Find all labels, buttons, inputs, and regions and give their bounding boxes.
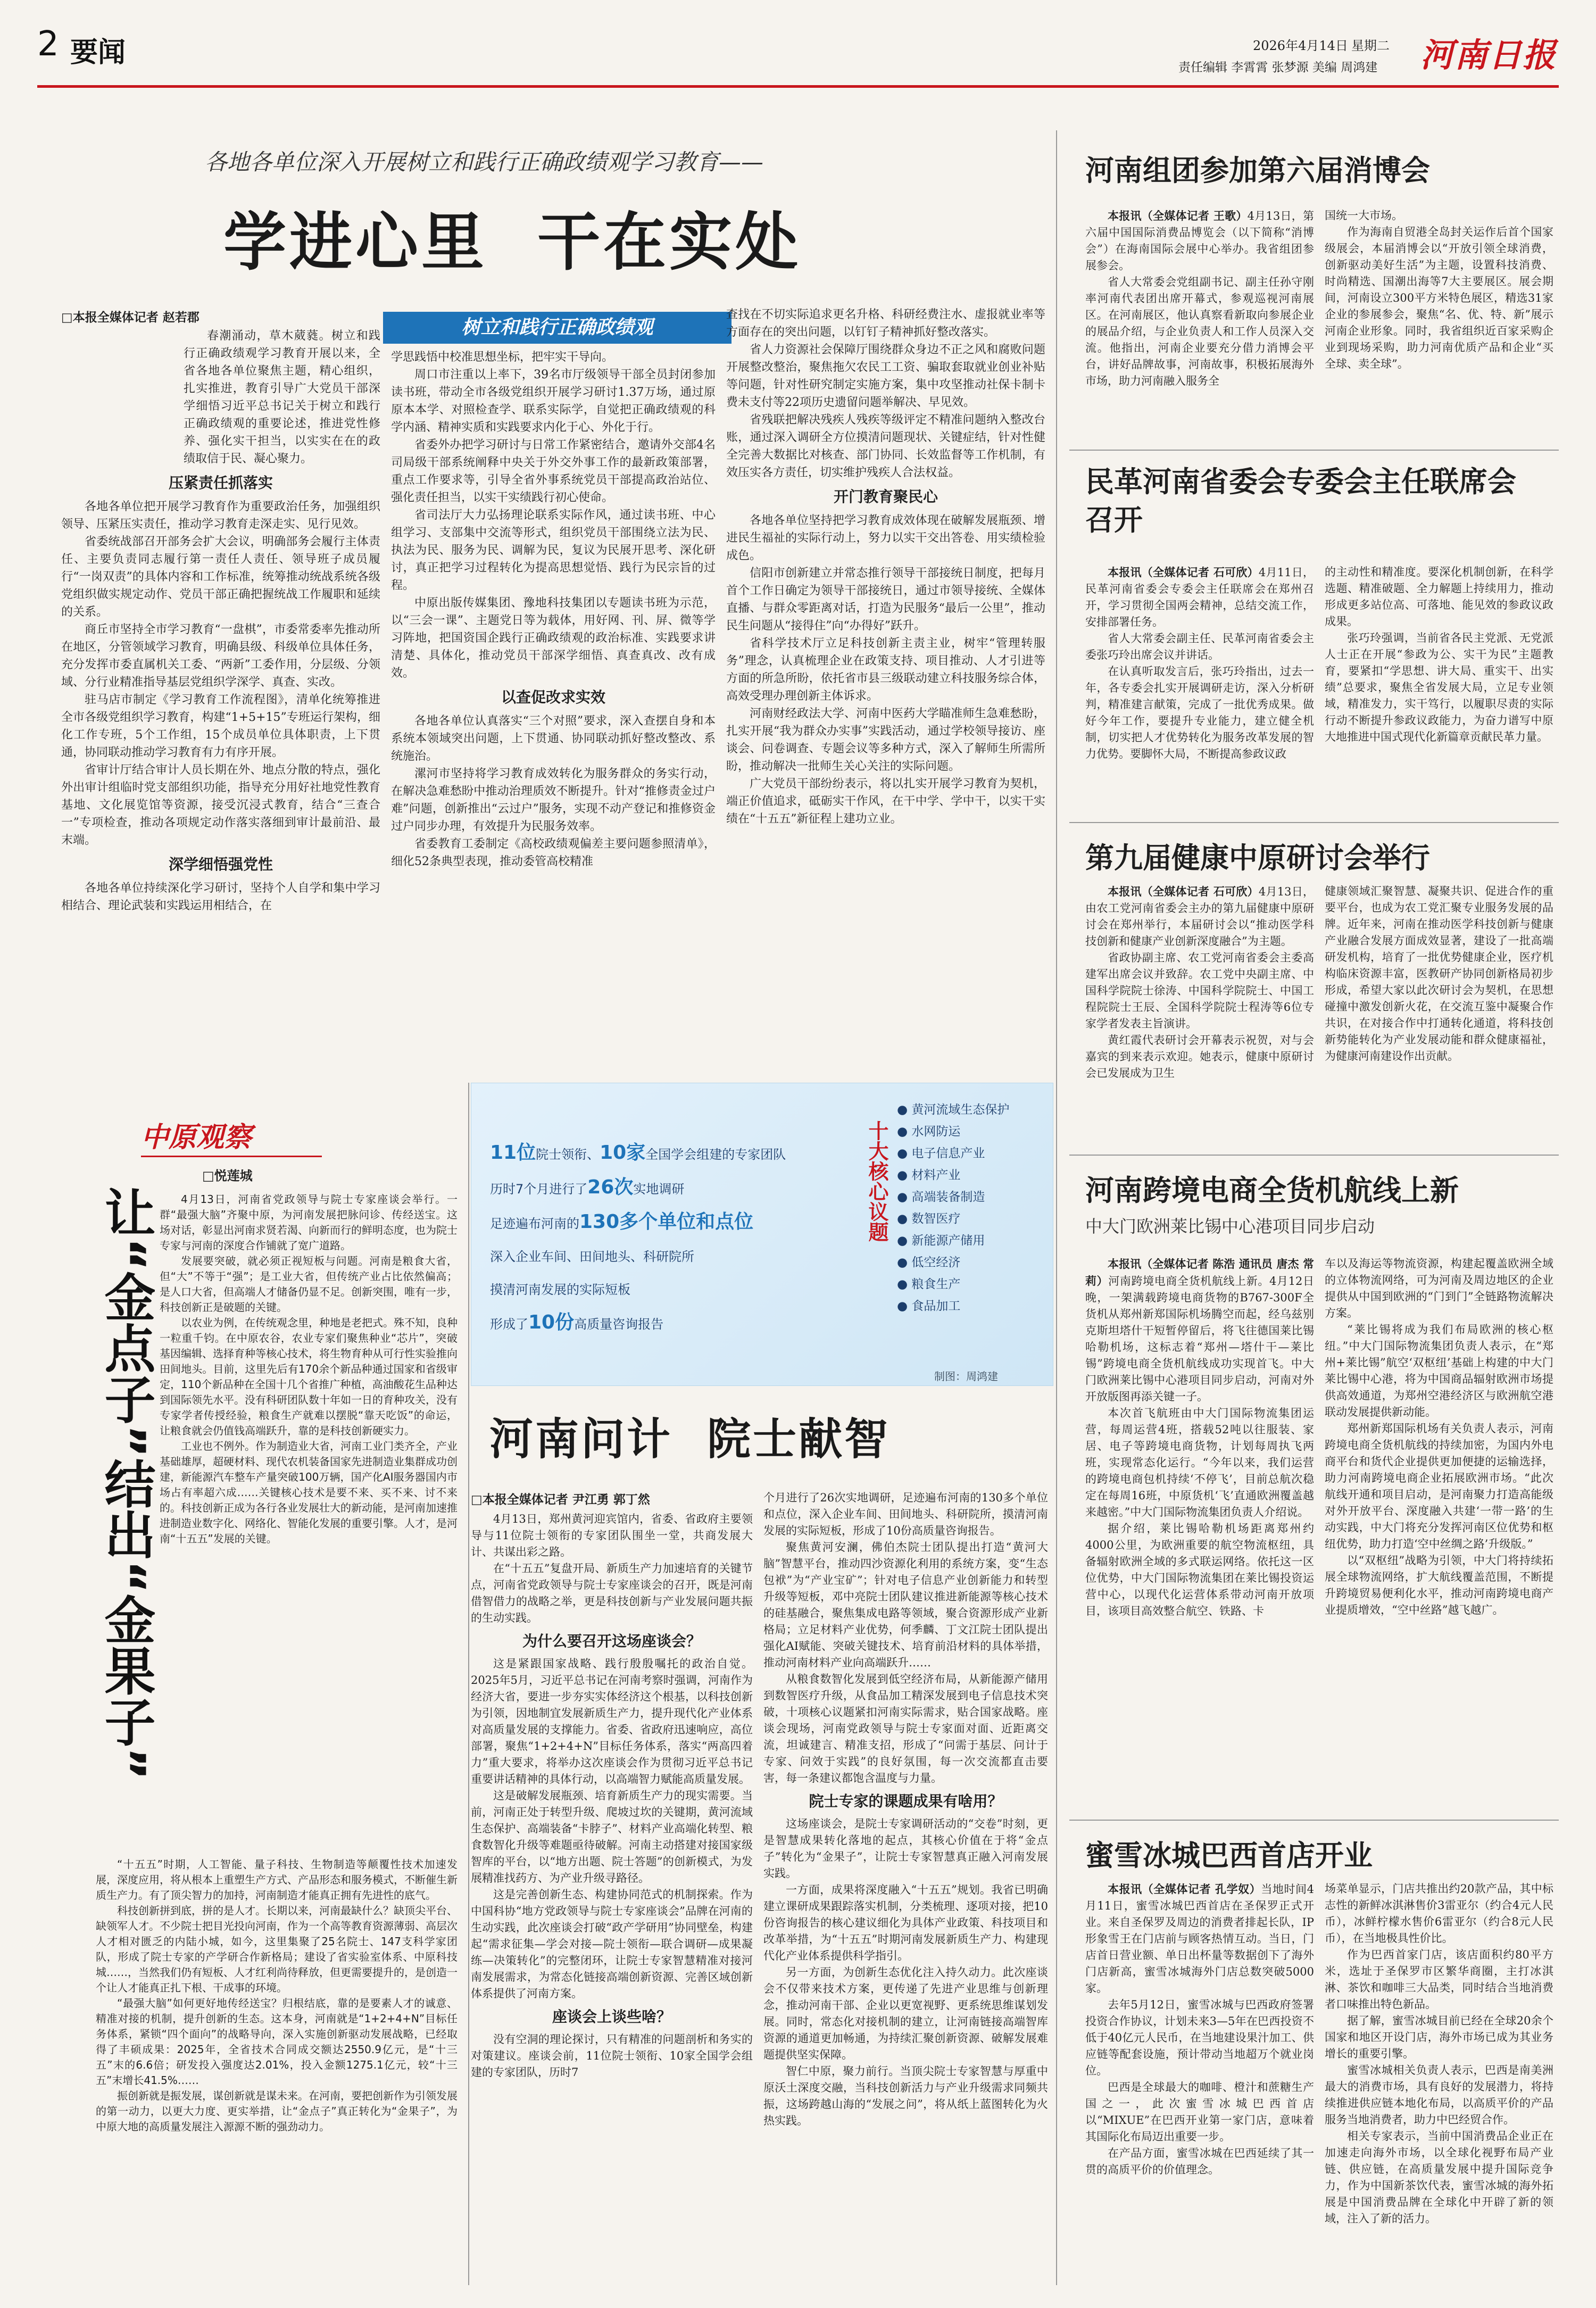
lead-title: 学进心里 干在实处 <box>223 205 802 279</box>
lead-paragraph: 各地各单位把开展学习教育作为重要政治任务，加强组织领导、压紧压实责任，推动学习教育走深走实、见行见效。 <box>61 500 380 531</box>
comment-paragraph: 振创新就是振发展，谋创新就是谋未来。在河南，要把创新作为引领发展的第一动力，以更大力度、更实举措，让“金点子”真正转化为“金果子”，为中原大地的高质量发展注入源源不断的强劲动力。 <box>96 2089 458 2133</box>
feature-paragraph: 这是紧跟国家战略、践行殷殷嘱托的政治自觉。2025年5月，习近平总书记在河南考察时强调，河南作为经济大省，要进一步夯实实体经济这个根基，以科技创新为引领，因地制宜发展新质生产力，提升现代化产业体系对高质量发展的支撑能力。省委、省政府迅速响应，高位部署，聚焦“1+2+4+N”目标任务体系，落实“两高四着力”重大要求，将举办这次座谈会作为贯彻习近平总书记重要讲话精神的具体行动，以高端智力赋能高质量发展。 <box>471 1657 753 1786</box>
newspaper-logo: 河南日报 <box>1420 36 1557 74</box>
comment-divider <box>468 1083 469 2285</box>
news-paragraph: 国统一大市场。 <box>1325 209 1403 222</box>
stat-surveys: 26次 <box>587 1176 634 1198</box>
news-paragraph: 场菜单显示，门店共推出约20款产品，其中标志性的新鲜冰淇淋售价3雷亚尔（约合4元人民币），冰鲜柠檬水售价6雷亚尔（约合8元人民币），在当地极具性价比。 <box>1325 1882 1553 1945</box>
lead-paragraph: 中原出版传媒集团、豫地科技集团以专题读书班为示范，以“三会一课”、主题党日等为载体，用好网、刊、屏、微等学习阵地，把国资国企践行正确政绩观的政治标准、实践要求讲清楚、具体化，推动党员干部深学细悟、真查真改、改有成效。 <box>391 596 716 680</box>
topic-item <box>897 1296 1046 1317</box>
editors-credit: 责任编辑 李霄霄 张梦源 美编 周鸿建 <box>1178 61 1378 74</box>
topics-list <box>897 1099 1046 1317</box>
stat-text: 形成了 <box>490 1317 528 1332</box>
news-byline: 本报讯（全媒体记者 陈浩 通讯员 唐杰 常莉） <box>1085 1257 1314 1288</box>
lead-paragraph: 各地各单位认真落实“三个对照”要求，深入查摆自身和本系统本领域突出问题，上下贯通、协同联动抓好整改整改、系统施治。 <box>391 715 716 763</box>
news-body-continued <box>1325 1256 1553 1841</box>
news-paragraph: 张巧玲强调，当前省各民主党派、无党派人士正在开展“参政为公、实干为民”主题教育，要紧扣“学思想、讲大局、重实干、出实绩”总要求，聚焦全省发展大局，立足专业领域，精准发力，实干笃行，以履职尽责的实际行动不断提升参政议政能力，为奋力谱写中原大地推进中国式现代化新篇章贡献民革力量。 <box>1325 632 1553 743</box>
news-byline: 本报讯（全媒体记者 孔学奴） <box>1108 1882 1261 1896</box>
news-paragraph: 据了解，蜜雪冰城目前已经在全球20余个国家和地区开设门店，海外市场已成为其业务增长的重要引擎。 <box>1325 2014 1553 2060</box>
comment-byline: □悦莲城 <box>202 1168 253 1183</box>
news-paragraph <box>1085 883 1314 950</box>
feature-paragraph: 另一方面，为创新生态优化注入持久动力。此次座谈会不仅带来技术方案，更传递了先进产业思维与创新理念，推动河南干部、企业以更宽视野、更系统思维谋划发展。同时，常态化对接机制的建立，让河南链接高端智库资源的通道更加畅通，为持续汇聚创新资源、破解发展难题提供坚实保障。 <box>763 1966 1048 2061</box>
lead-paragraph: 各地各单位坚持把学习教育成效体现在破解发展瓶颈、增进民生福祉的实际行动上，努力以实干交出答卷、用实绩检验成色。 <box>726 514 1045 562</box>
news-divider <box>1069 1155 1559 1156</box>
lead-paragraph: 省委教育工委制定《高校政绩观偏差主要问题参照清单》，细化52条典型表现，推动委管高校精准 <box>391 837 716 868</box>
lead-paragraph: 省科学技术厅立足科技创新主责主业，树牢“管理转服务”理念，认真梳理企业在政策支持、项目推动、人才引进等方面的所急所盼，依托省市县三级联动建立科技服务综合体，高效受理办理创新主体诉求。 <box>726 637 1045 703</box>
topic-label: 粮食生产 <box>911 1277 961 1291</box>
news-paragraph: 在产品方面，蜜雪冰城在巴西延续了其一贯的高质平价的价值理念。 <box>1085 2147 1314 2176</box>
news-paragraph: 健康领域汇聚智慧、凝聚共识、促进合作的重要平台，也成为农工党汇聚专业服务发展的品牌。近年来，河南在推动医学科技创新与健康产业融合发展方面成效显著，建设了一批高端研发机构，培育了一批优势健康企业，医疗机构临床资源丰富，医教研产协同创新格局初步形成，希望大家以此次研讨会为契机，在思想碰撞中激发创新火花，在交流互鉴中凝聚合作共识，在对接合作中打通转化通道，将科技创新势能转化为产业发展动能和群众健康福祉，为健康河南建设作出贡献。 <box>1325 885 1553 1062</box>
feature-paragraph: 聚焦黄河安澜，佛伯杰院士团队提出打造“黄河大脑”智慧平台，推动四沙资源化利用的系统方案，变“生态包袱”为“产业宝矿”；针对电子信息产业创新能力和转型升级等短板，邓中亮院士团队建议推进新能源等核心技术的硅基融合，聚焦集成电路等领域，聚合资源形成产业新格局；立足材料产业优势，何季麟、丁文江院士团队提出强化AI赋能、突破关键技术、培育前沿材料的具体举措，推动河南材料产业向高端跃升…… <box>763 1541 1048 1669</box>
news-paragraph: 黄红霞代表研讨会开幕表示祝贺，对与会嘉宾的到来表示欢迎。她表示，健康中原研讨会已发展成为卫生 <box>1085 1034 1314 1080</box>
bullet-icon: ● <box>897 1168 912 1182</box>
comment-paragraph: 科技创新拼到底，拼的是人才。长期以来，河南最缺什么？缺顶尖平台、缺领军人才。不少院士把目光投向河南，作为一个高等教育资源薄弱、高层次人才相对匮乏的内陆小城，如今，这里集聚了25名院士、147支科学家团队，形成了院士专家的产学研合作新格局；建设了省实验室体系、中原科技城……，当然我们仍有短板、人才红利尚待释放，但更需要提升的，是创造一个让人才能真正扎下根、干成事的环境。 <box>96 1904 458 1994</box>
stat-societies: 10家 <box>600 1142 646 1164</box>
news-paragraph: 作为巴西首家门店，该店面积约80平方米，选址于圣保罗市区繁华商圈，主打冰淇淋、茶饮和咖啡三大品类，同时结合当地消费者口味推出特色新品。 <box>1325 1948 1553 2011</box>
news-text: 当地时间4月11日，蜜雪冰城巴西首店在圣保罗正式开业。来自圣保罗及周边的消费者排起长队，IP形象雪王在门店前与顾客热情互动。当日，门店首日营业额、单日出杯量等数据创下了海外门店新高，蜜雪冰城海外门店总数突破5000家。 <box>1085 1883 1314 1995</box>
lead-subhead: 以查促改求实效 <box>501 688 605 706</box>
news-body-continued <box>1325 1881 1553 2285</box>
comment-title: 让“金点子”结出“金果子” <box>96 1186 156 1781</box>
feature-paragraph: 这是完善创新生态、构建协同范式的机制探索。作为中国科协“地方党政领导与院士专家座谈会”品牌在河南的生动实践，此次座谈会打破“政产学研用”协同壁垒，构建起“需求征集—学会对接—院士领衔—联合调研—成果凝练—决策转化”的完整闭环，让院士专家智慧精准对接河南发展需求，为常态化链接高端创新资源、完善区域创新体系提供了河南方案。 <box>471 1888 753 2000</box>
comment-column-tag <box>141 1115 322 1157</box>
feature-paragraph: 个月进行了26次实地调研，足迹遍布河南的130多个单位和点位，深入企业车间、田间地头、科研院所，摸清河南发展的实际短板，形成了10份高质量咨询报告。 <box>763 1491 1048 1537</box>
news-divider <box>1069 822 1559 823</box>
news-paragraph: 省人大常委会副主任、民革河南省委会主委张巧玲出席会议并讲话。 <box>1085 632 1314 661</box>
comment-paragraph: “最强大脑”如何更好地传经送宝？归根结底，靠的是要素人才的诚意、精准对接的机制，提升创新的生态。这本身，河南就是“1+2+4+N”目标任务体系，紧锁“四个面向”的战略导向，深入实施创新驱动发展战略，已经取得了丰硕成果：2025年，全省技术合同成交额达2550.9亿元，是“十三五”末的6.6倍；研发投入强度达2.01%，投入金额1275.1亿元，较“十三五”末增长41.5%…… <box>96 1997 458 2087</box>
stat-units: 130多个单位和点位 <box>579 1211 754 1233</box>
news-body-continued <box>1325 883 1553 1160</box>
comment-paragraph: “十五五”时期，人工智能、量子科技、生物制造等颠覆性技术加速发展，深度应用，将从根本上重塑生产方式、产品形态和服务模式，不断催生新质生产力。有了顶尖智力的加持，河南制造才能真正拥有先进性的底气。 <box>96 1858 458 1902</box>
stat-text: 全国学会组建的专家团队 <box>645 1147 786 1162</box>
news-paragraph: 相关专家表示，当前中国消费品企业正在加速走向海外市场，以全球化视野布局产业链、供应链，在高质量发展中提升国际竞争力，作为中国新茶饮代表，蜜雪冰城的海外拓展是中国消费品牌在全球化中开辟了新的领域，注入了新的活力。 <box>1325 2130 1553 2225</box>
lead-subhead: 压紧责任抓落实 <box>168 474 273 492</box>
news-text: 4月13日，由农工党河南省委会主办的第九届健康中原研讨会在郑州举行，本届研讨会以“推动医学科技创新和健康产业创新深度融合”为主题。 <box>1085 885 1314 948</box>
topic-label: 数智医疗 <box>911 1212 961 1226</box>
news-byline: 本报讯（全媒体记者 王歌） <box>1108 209 1248 222</box>
lead-column-1 <box>61 327 380 1072</box>
stat-academicians: 11位 <box>490 1142 536 1164</box>
feature-paragraph: 没有空洞的理论探讨，只有精准的问题剖析和务实的对策建议。座谈会前，11位院士领衔、10家全国学会组建的专家团队，历时7 <box>471 2033 753 2079</box>
news-body <box>1085 1881 1314 2285</box>
lead-paragraph: 省委外办把学习研讨与日常工作紧密结合，邀请外交部4名司局级干部系统阐释中央关于外交外事工作的最新政策部署，重点工作要求等，引导全省外事系统党员干部提高政治站位、强化责任担当，以实干实绩践行初心使命。 <box>391 438 716 504</box>
news-paragraph: 蜜雪冰城相关负责人表示，巴西是南美洲最大的消费市场，具有良好的发展潜力，将持续推进供应链本地化布局，以高质平价的产品服务当地消费者，助力中巴经贸合作。 <box>1325 2064 1553 2126</box>
topic-label: 食品加工 <box>911 1299 961 1313</box>
feature-column-right <box>763 1490 1048 2285</box>
masthead-rule <box>37 85 1559 88</box>
bullet-icon: ● <box>897 1234 912 1248</box>
stat-text: 深入企业车间、田间地头、科研院所 <box>490 1249 694 1264</box>
comment-body <box>160 1192 458 1852</box>
news-paragraph: 郑州新郑国际机场有关负责人表示，河南跨境电商全货机航线的持续加密，为国内外电商平台和货代企业提供更加便捷的运输选择，助力河南跨境电商企业拓展欧洲市场。“此次航线开通和项目启动，是河南聚力打造高能级对外开放平台、深度融入共建‘一带一路’的生动实践，中大门将充分发挥河南区位优势和枢纽优势，助力打造‘空中丝绸之路’升级版。” <box>1325 1422 1553 1550</box>
lead-subhead: 开门教育聚民心 <box>833 488 938 505</box>
lead-paragraph: 各地各单位持续深化学习研讨，坚持个人自学和集中学习相结合、理论武装和实践运用相结合，在 <box>61 882 380 912</box>
lead-paragraph: 商丘市坚持全市学习教育“一盘棋”，市委常委率先推动所在地区，分管领域学习教育，明确县级、科级单位具体任务，充分发挥市委直属机关工委、“两新”工委作用，分层级、分领域、分行业精准指导基层党组织学深学、真查、实改。 <box>61 623 380 689</box>
news-text: 4月11日，民革河南省委会专委会主任联席会在郑州召开，学习贯彻全国两会精神，总结交流工作，安排部署任务。 <box>1085 566 1314 628</box>
news-paragraph: 省人大常委会党组副书记、副主任孙守刚率河南代表团出席开幕式，参观巡视河南展区。在河南展区，他认真察看新取向参展企业的展品介绍，与企业负责人和工作人员深入交流。他指出，河南企业要充分借力消博会平台，讲好品牌故事，河南故事，积极拓展海外市场，助力河南融入服务全 <box>1085 276 1314 387</box>
topic-label: 电子信息产业 <box>911 1147 985 1160</box>
topic-label: 材料产业 <box>911 1168 961 1182</box>
news-title: 民革河南省委会专委会主任联席会召开 <box>1085 465 1516 537</box>
topic-item <box>897 1143 1046 1165</box>
topic-label: 黄河流域生态保护 <box>911 1103 1010 1117</box>
topic-item <box>897 1099 1046 1121</box>
lead-byline: □本报全媒体记者 赵若郡 <box>61 311 200 325</box>
lead-paragraph: 省委统战部召开部务会扩大会议，明确部务会履行主体责任、主要负责同志履行第一责任人责任、领导班子成员履行“一岗双责”的具体内容和工作标准，统筹推动统战系统各级党组织做实规定动作、党员干部正确把握统战工作履职和延续的关系。 <box>61 535 380 619</box>
lead-paragraph: 省残联把解决残疾人残疾等级评定不精准问题纳入整改台账，通过深入调研全方位摸清问题现状、关键症结，针对性健全完善大数据比对核查、部门协同、长效监督等工作机制，有效压实各方责任，切实维护残疾人合法权益。 <box>726 413 1045 479</box>
comment-body-continued <box>96 1857 458 2282</box>
stat-reports: 10份 <box>528 1311 575 1333</box>
feature-subhead: 院士专家的课题成果有啥用？ <box>809 1792 1003 1810</box>
news-paragraph: 以“双枢纽”战略为引领，中大门将持续拓展全球物流网络，扩大航线覆盖范围，不断提升跨境贸易便利化水平，推动河南跨境电商产业提质增效，“空中丝路”越飞越广。 <box>1325 1554 1553 1616</box>
comment-paragraph: 以农业为例，在传统观念里，种地是老把式。殊不知，良种一粒重千钧。在中原农谷，农业专家们聚焦种业“芯片”，突破基因编辑、选择育种等核心技术，将生物育种从可行性实验推向田间地头。目前，这里先后有170余个新品种通过国家和省级审定，110个新品种在全国十几个省推广种植，高油酸花生品种达到国际领先水平。没有科研团队数十年如一日的育种攻关，没有专家学者传授经验，粮食生产就难以摆脱“靠天吃饭”的命运，让粮食就会仍值钱高端跃升，靠的是科技创新硬实力。 <box>160 1316 458 1437</box>
column-divider <box>1056 130 1057 2285</box>
news-paragraph: 据介绍，莱比锡哈勒机场距离郑州约4000公里，为欧洲重要的航空物流枢纽，具备辐射欧洲全域的多式联运网络。依托这一区位优势，中大门国际物流集团在莱比锡投资运营中心，以现代化运营体系带动河南开放项目，该项目高效整合航空、铁路、卡 <box>1085 1522 1314 1617</box>
news-paragraph <box>1085 1881 1314 1997</box>
lead-column-2 <box>391 348 716 1072</box>
lead-kicker: 各地各单位深入开展树立和践行正确政绩观学习教育—— <box>205 149 764 175</box>
news-paragraph <box>1085 1256 1314 1405</box>
news-divider <box>1069 1820 1559 1821</box>
feature-paragraph: 智仁中原，聚力前行。当顶尖院士专家智慧与厚重中原沃土深度交融，当科技创新活力与产业升级需求同频共振，这场跨越山海的“发展之问”，将从纸上蓝图转化为火热实践。 <box>763 2065 1048 2127</box>
feature-title: 河南问计 院士献智 <box>489 1414 891 1465</box>
news-byline: 本报讯（全媒体记者 石可欣） <box>1108 566 1259 579</box>
news-paragraph: 巴西是全球最大的咖啡、橙汁和蔗糖生产国之一，此次蜜雪冰城巴西首店以“MIXUE”在巴西开业第一家门店，意味着其国际化布局迈出重要一步。 <box>1085 2081 1314 2143</box>
topic-item <box>897 1208 1046 1230</box>
news-paragraph: 在认真听取发言后，张巧玲指出，过去一年，各专委会扎实开展调研走访，深入分析研判，精准建言献策，完成了一批优秀成果。做好今年工作，要提升专业能力，建立健全机制，切实把人才优势转化为服务改革发展的智力优势。要脚怀大局，不断提高参政议政 <box>1085 665 1314 760</box>
stat-text: 院士领衔、 <box>536 1147 600 1162</box>
lead-paragraph: 河南财经政法大学、河南中医药大学瞄准师生急难愁盼，扎实开展“我为群众办实事”实践活动，通过学校领导接访、座谈会、问卷调查、专题会议等多种方式，深入了解师生所需所盼，推动解决一批师生关心关注的实际问题。 <box>726 707 1045 773</box>
bullet-icon: ● <box>897 1299 912 1313</box>
news-paragraph <box>1085 564 1314 630</box>
feature-paragraph: 在“十五五”复盘开局、新质生产力加速培育的关键节点，河南省党政领导与院士专家座谈会的召开，既是河南借智借力的战略之举，更是科技创新与产业发展问题共振的生动实践。 <box>471 1562 753 1624</box>
bullet-icon: ● <box>897 1256 912 1269</box>
feature-paragraph: 这场座谈会，是院士专家调研活动的“交卷”时刻，更是智慧成果转化落地的起点，其核心价值在于将“金点子”转化为“金果子”，让院士专家智慧真正融入河南发展实践。 <box>763 1817 1048 1880</box>
feature-subhead: 座谈会上谈些啥？ <box>552 2008 671 2025</box>
topic-item <box>897 1274 1046 1296</box>
feature-paragraph: 一方面，成果将深度融入“十五五”规划。我省已明确建立课研成果跟踪落实机制，分类梳理、逐项对接，把10份咨询报告的核心建议细化为具体产业政策、科技项目和改革举措，为“十五五”时期河南发展新质生产力、构建现代化产业体系提供科学指引。 <box>763 1883 1048 1962</box>
section-name: 要闻 <box>70 37 126 69</box>
lead-paragraph: 驻马店市制定《学习教育工作流程图》，清单化统筹推进全市各级党组织学习教育，构建“1+5+15”专班运行架构，细化工作专班，5个工作组，15个成员单位具体职责，上下贯通，协同联动推动学习教育有力有序开展。 <box>61 693 380 759</box>
page-number: 2 <box>37 24 59 64</box>
comment-paragraph: 发展要突破，就必须正视短板与问题。河南是粮食大省，但“大”不等于“强”；是工业大省，但传统产业占比依然偏高；是人口大省，但高端人才储备仍显不足。创新突围，唯有一步，科技创新正是破题的关键。 <box>160 1255 458 1314</box>
comment-paragraph: 4月13日，河南省党政领导与院士专家座谈会举行。一群“最强大脑”齐聚中原，为河南发展把脉问诊、传经送宝。这场对话，彰显出河南求贤若渴、向新而行的鲜明态度，也为院士专家与河南的深度合作铺就了宽广道路。 <box>160 1193 458 1252</box>
topics-title: 十大核心议题 <box>865 1120 888 1242</box>
news-paragraph: 本次首飞航班由中大门国际物流集团运营，每周运营4班，搭载52吨以往服装、家居、电子等跨境电商货物，计划每周执飞两班，实现常态化运行。“今年以来，我们运营的跨境电商包机持续‘不停飞’，目前总航次稳定在每周16班，中原货机‘飞’直通欧洲覆盖越来越密。”中大门国际物流集团负责人介绍说。 <box>1085 1407 1314 1518</box>
news-text: 4月13日，第六届中国国际消费品博览会（以下简称“消博会”）在海南国际会展中心举办。我省组团参展参会。 <box>1085 210 1314 272</box>
news-subtitle: 中大门欧洲莱比锡中心港项目同步启动 <box>1085 1216 1375 1236</box>
stat-text: 历时7个月进行了 <box>490 1182 588 1197</box>
lead-paragraph: 学思践悟中校准思想坐标，把牢实干导向。 <box>391 351 614 364</box>
lead-paragraph: 省人力资源社会保障厅围绕群众身边不正之风和腐败问题开展整改整治，聚焦拖欠农民工工资、骗取套取就业创业补贴等问题，针对性研究制定实施方案，集中攻坚推动社保卡制卡费未支付等22项历史遗留问题举解决、早见效。 <box>726 343 1045 409</box>
news-paragraph: 的主动性和精准度。要深化机制创新，在科学选题、精准破题、全力解题上持续用力，推动形成更多站位高、可落地、能见效的参政议政成果。 <box>1325 566 1553 628</box>
topic-item <box>897 1121 1046 1143</box>
lead-paragraph: 省司法厅大力弘扬理论联系实际作风，通过读书班、中心组学习、支部集中交流等形式，组织党员干部围绕立法为民、执法为民、服务为民、调解为民，复议为民展开思考、深化研讨，真正把学习过程转化为提高思想觉悟、践行为民宗旨的过程。 <box>391 509 716 592</box>
topic-label: 新能源产储用 <box>911 1234 985 1248</box>
lead-subhead: 深学细悟强党性 <box>168 856 273 873</box>
comment-paragraph: 工业也不例外。作为制造业大省，河南工业门类齐全，产业基础雄厚，超硬材料、现代农机装备国家先进制造业集群成功创建，新能源汽车整车产量突破100万辆，国产化AI服务器国内市场占有率超六成……关键核心技术是要不来、买不来、讨不来的。科技创新正成为各行各业发展壮大的新动能，是河南加速推进制造业数字化、网络化、智能化发展的重要引擎。人才，是河南“十五五”发展的关键。 <box>160 1440 458 1545</box>
issue-weekday: 星期二 <box>1351 38 1390 53</box>
news-text: 河南跨境电商全货机航线上新。4月12日晚，一架满载跨境电商货物的B767-300F全货机从郑州新郑国际机场腾空而起，经乌兹别克斯坦塔什干短暂停留后，将飞往德国莱比锡哈勒机场，这标志着“郑州—塔什干—莱比锡”跨境电商全货机航线成功实现首飞。中大门欧洲莱比锡中心港项目同步启动，河南对外开放版图再添关键一子。 <box>1085 1275 1314 1403</box>
topic-label: 低空经济 <box>911 1256 961 1269</box>
news-body <box>1085 564 1314 841</box>
topic-item <box>897 1165 1046 1186</box>
infographic <box>471 1083 1053 1386</box>
lead-paragraph: 周口市注重以上率下，39名市厅级领导干部全员封闭参加读书班，带动全市各级党组织开展学习研讨1.37万场，通过原原本本学、对照检查学、联系实际学，自觉把正确政绩观的科学内涵、精神实质和实践要求内化于心、外化于行。 <box>391 368 716 434</box>
news-body <box>1085 883 1314 1160</box>
issue-date: 2026年4月14日 <box>1253 38 1348 53</box>
bullet-icon: ● <box>897 1125 912 1139</box>
feature-paragraph: 从粮食数智化发展到低空经济布局，从新能源产储用到数智医疗升级，从食品加工精深发展到电子信息技术突破，十项核心议题紧扣河南实际需求，贴合国家战略。座谈会现场，河南党政领导与院士专家面对面、近距离交流，坦诚建言、精准支招，形成了“问需于基层、问计于专家、问效于实践”的良好氛围，每一次交流都直击要害，每一条建议都饱含温度与力量。 <box>763 1673 1048 1784</box>
lead-paragraph: 省审计厅结合审计人员长期在外、地点分散的特点，强化外出审计组临时党支部组织功能，指导充分用好社地党性教育基地、文化展览馆等资源，接受沉浸式教育，结合“三查合一”专项检查，推动各项规定动作落实落细到审计最前沿、最末端。 <box>61 763 380 847</box>
topic-item <box>897 1252 1046 1274</box>
news-byline: 本报讯（全媒体记者 石可欣） <box>1108 885 1259 898</box>
comment-column-name: 中原观察 <box>141 1122 252 1153</box>
infographic-credit: 制图：周鸿建 <box>934 1370 998 1383</box>
feature-paragraph: 这是破解发展瓶颈、培育新质生产力的现实需要。当前，河南正处于转型升级、爬坡过坎的关键期，黄河流域生态保护、高端装备“卡脖子”、材料产业高端化转型、粮食数智化升级等难题亟待破解。河南主动搭建对接国家级智库的平台，以“地方出题、院士答题”的创新模式，为发展精准找药方、为产业升级寻路径。 <box>471 1789 753 1884</box>
news-divider <box>1069 450 1559 451</box>
lead-banner <box>383 312 732 344</box>
bullet-icon: ● <box>897 1277 912 1291</box>
bullet-icon: ● <box>897 1103 912 1117</box>
news-title: 第九届健康中原研讨会举行 <box>1085 841 1430 875</box>
news-title: 蜜雪冰城巴西首店开业 <box>1085 1839 1373 1872</box>
topic-item <box>897 1230 1046 1252</box>
news-body-continued <box>1325 564 1553 841</box>
news-paragraph: “莱比锡将成为我们布局欧洲的核心枢纽。”中大门国际物流集团负责人表示，在“郑州+莱比锡”航空‘双枢纽’基础上构建的中大门莱比锡中心港，将为中国商品辐射欧洲市场提供高效通道，为郑州空港经济区与欧洲航空港联动发展提供新动能。 <box>1325 1323 1553 1418</box>
news-title: 河南跨境电商全货机航线上新 <box>1085 1174 1459 1207</box>
feature-column-left <box>471 1511 753 2285</box>
news-title: 河南组团参加第六届消博会 <box>1085 154 1430 187</box>
lead-banner-text: 树立和践行正确政绩观 <box>461 317 653 338</box>
topic-label: 水网防运 <box>911 1125 961 1139</box>
news-paragraph: 作为海南自贸港全岛封关运作后首个国家级展会，本届消博会以“开放引领全球消费，创新驱动美好生活”为主题，设置科技消费、时尚精选、国潮出海等7大主要展区。展会期间，河南设立300平方米特色展区，精选31家企业的参展参会，聚焦“名、优、特、新”展示河南企业形象。同时，我省组织近百家采购企业到现场采购，助力河南优质产品和企业“买全球、卖全球”。 <box>1325 226 1553 370</box>
stat-text: 高质量咨询报告 <box>574 1317 664 1332</box>
masthead <box>37 21 1559 96</box>
stat-text: 摸清河南发展的实际短板 <box>490 1282 630 1297</box>
feature-subhead: 为什么要召开这场座谈会？ <box>522 1632 701 1650</box>
topic-item <box>897 1186 1046 1208</box>
lead-column-3 <box>726 306 1045 1072</box>
news-paragraph: 去年5月12日，蜜雪冰城与巴西政府签署投资合作协议，计划未来3—5年在巴西投资不低于40亿元人民币，在当地建设果汁加工、供应链等配套设施，预计带动当地超万个就业岗位。 <box>1085 1998 1314 2077</box>
news-paragraph: 车以及海运等物流资源，构建起覆盖欧洲全域的立体物流网络，可为河南及周边地区的企业提供从中国到欧洲的“门到门”全链路物流解决方案。 <box>1325 1257 1553 1319</box>
infographic-stats <box>490 1136 841 1341</box>
feature-paragraph: 4月13日，郑州黄河迎宾馆内，省委、省政府主要领导与11位院士领衔的专家团队围坐一堂，共商发展大计、共谋出彩之路。 <box>471 1513 753 1558</box>
stat-text: 足迹遍布河南的 <box>490 1216 579 1231</box>
bullet-icon: ● <box>897 1212 912 1226</box>
news-paragraph: 省政协副主席、农工党河南省委会主委高建军出席会议并致辞。农工党中央副主席、中国科学院院士徐涛、中国科学院院士、中国工程院院士王辰、全国科学院院士程涛等6位专家学者发表主旨演讲。 <box>1085 951 1314 1030</box>
stat-text: 实地调研 <box>633 1182 685 1197</box>
bullet-icon: ● <box>897 1147 912 1160</box>
news-paragraph <box>1085 207 1314 274</box>
lead-paragraph: 广大党员干部纷纷表示，将以扎实开展学习教育为契机，端正价值追求，砥砺实干作风，在干中学、学中干，以实干实绩在“十五五”新征程上建功立业。 <box>726 777 1045 826</box>
bullet-icon: ● <box>897 1190 912 1204</box>
lead-paragraph: 漯河市坚持将学习教育成效转化为服务群众的务实行动，在解决急难愁盼中推动治理质效不断提升。针对“推修责金过户难”问题，创新推出“云过户”服务，实现不动产登记和推修资金过户同步办理，有效提升为民服务效率。 <box>391 767 716 833</box>
lead-paragraph: 信阳市创新建立并常态推行领导干部接统日制度，把每月首个工作日确定为领导干部接统日，通过市领导接统、全媒体直播、与群众零距离对话，打造为民服务“最后一公里”，推动民生问题从“接得住”向“办得好”跃升。 <box>726 567 1045 633</box>
lead-paragraph: 查找在不切实际追求更名升格、科研经费注水、虚报就业率等方面存在的突出问题，以钉钉子精神抓好整改落实。 <box>726 308 1045 339</box>
feature-byline: □本报全媒体记者 尹江勇 郭丁然 <box>471 1493 650 1507</box>
topic-label: 高端装备制造 <box>911 1190 985 1204</box>
news-body <box>1085 1256 1314 1841</box>
lead-paragraph: 春潮涌动，草木葳蕤。树立和践行正确政绩观学习教育开展以来，全省各地各单位聚焦主题，精心组织，扎实推进，教育引导广大党员干部深学细悟习近平总书记关于树立和践行正确政绩观的重要论述，推进党性修养、强化实干担当，以实实在在的政绩取信于民、凝心聚力。 <box>184 329 380 466</box>
